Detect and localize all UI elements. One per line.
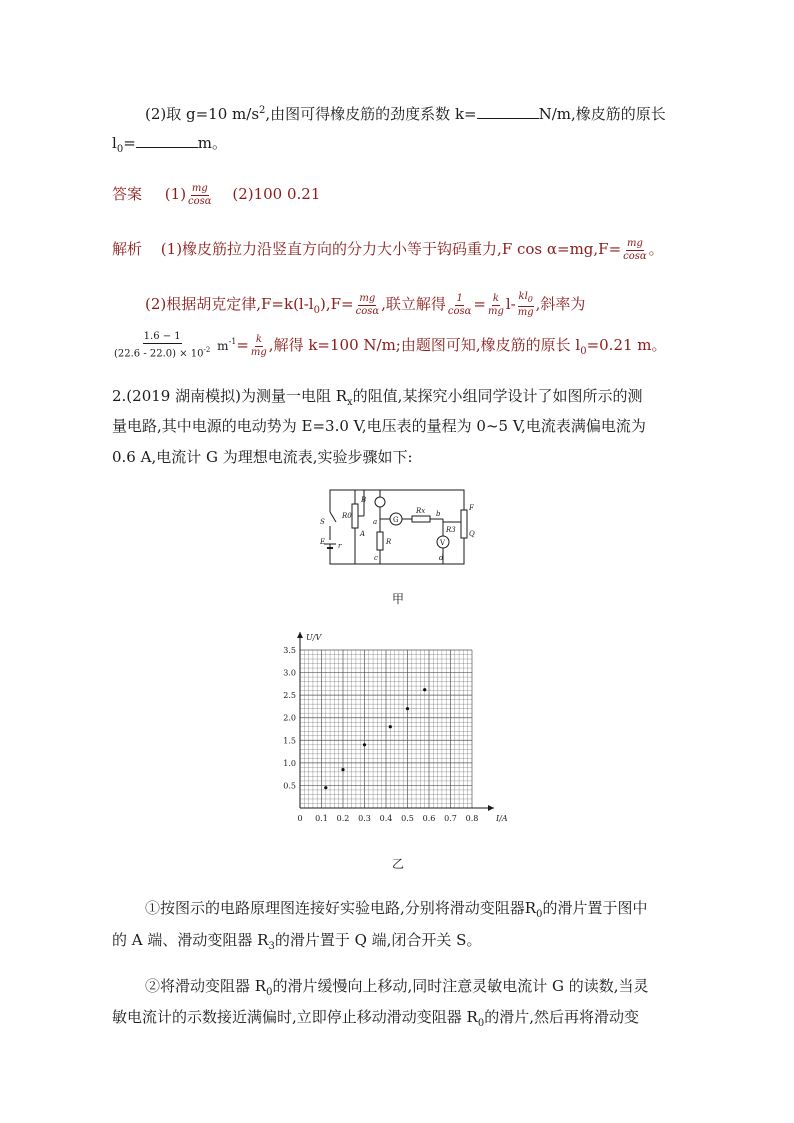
circuit-label: V xyxy=(440,539,446,547)
data-point xyxy=(341,768,344,771)
circuit-diagram xyxy=(318,482,486,574)
superscript: -1 xyxy=(228,337,237,346)
fraction-denominator: cosα xyxy=(623,250,647,262)
subscript: 0 xyxy=(527,295,533,304)
analysis-text: ,斜率为 xyxy=(535,295,586,313)
analysis-text: ,解得 k=100 N/m;由题图可知,橡皮筋的原长 l xyxy=(268,336,581,354)
question-2-line-2 xyxy=(112,133,227,160)
subscript: 0 xyxy=(313,305,320,316)
circuit-label: A xyxy=(360,530,366,538)
subscript: 0 xyxy=(580,346,587,357)
step-1-line-2 xyxy=(112,930,481,957)
analysis-label: 解析 xyxy=(112,240,143,258)
y-tick-label: 1.0 xyxy=(283,758,296,768)
resistor-r xyxy=(377,532,383,550)
circuit-label: c xyxy=(374,554,378,562)
rheostat-r3 xyxy=(461,510,467,538)
answer-blank-k xyxy=(477,104,539,119)
chart-caption: 乙 xyxy=(392,857,405,871)
circuit-label: R3 xyxy=(446,526,456,534)
subscript: 0 xyxy=(266,987,273,998)
fraction-numerator: 1 xyxy=(456,292,463,304)
fraction-denominator: cosα xyxy=(355,305,380,317)
x-tick-label: 0.7 xyxy=(444,814,457,823)
fraction-k-mg xyxy=(487,293,505,318)
answer-label: 答案 xyxy=(112,185,143,203)
fraction-denominator: mg xyxy=(517,307,534,318)
fraction-numerator: mg xyxy=(191,182,208,194)
data-point xyxy=(363,743,366,746)
fraction-numerator: mg xyxy=(359,292,376,304)
x-tick-label: 0.6 xyxy=(422,814,436,823)
fraction-k-mg xyxy=(250,334,268,359)
fraction-1-cosa xyxy=(447,293,473,318)
x-tick-label: 0.4 xyxy=(379,814,393,823)
circuit-label: E xyxy=(320,538,326,546)
step-text: 的 A 端、滑动变阻器 R xyxy=(112,931,269,949)
fraction-numerator: kl xyxy=(518,291,528,302)
problem-text: 0.6 A,电流计 G 为理想电流表,实验步骤如下: xyxy=(112,448,413,466)
data-point xyxy=(324,786,327,789)
data-point xyxy=(406,707,409,710)
fraction-numerator: mg xyxy=(626,237,643,249)
circuit-wire xyxy=(330,490,464,512)
problem-text: 量电路,其中电源的电动势为 E=3.0 V,电压表的量程为 0~5 V,电流表满偏电流为 xyxy=(112,417,646,435)
circuit-label: b xyxy=(436,510,441,518)
data-point xyxy=(389,725,392,728)
circuit-label: S xyxy=(320,518,325,526)
superscript: 2 xyxy=(259,105,266,116)
x-axis-arrow xyxy=(488,805,494,811)
step-text: 的滑片,然后再将滑动变 xyxy=(484,1008,639,1026)
fraction-denominator: mg xyxy=(250,346,267,358)
step-1-line-1 xyxy=(145,898,647,925)
problem-2-line-2 xyxy=(112,416,646,436)
ammeter xyxy=(375,497,385,507)
question-2-line-1 xyxy=(145,101,666,124)
analysis-text: (1)橡皮筋拉力沿竖直方向的分力大小等于钩码重力,F cos α=mg,F= xyxy=(160,240,622,258)
step-text: 的滑片缓慢向上移动,同时注意灵敏电流计 G 的读数,当灵 xyxy=(272,977,649,995)
subscript: 0 xyxy=(116,144,124,155)
fraction-denominator: cosα xyxy=(188,195,212,207)
q2-text: (2)取 g=10 m/s xyxy=(145,105,260,123)
circuit-caption: 甲 xyxy=(392,592,405,606)
circuit-label: a xyxy=(373,518,378,526)
q2-text: m。 xyxy=(197,134,227,152)
q2-text: = xyxy=(123,134,136,152)
subscript: 3 xyxy=(268,941,275,952)
subscript: 0 xyxy=(536,909,543,920)
circuit-label: d xyxy=(439,554,444,562)
circuit-label: F xyxy=(469,504,474,512)
analysis-text: =0.21 m。 xyxy=(586,336,667,354)
y-tick-label: 3.5 xyxy=(283,646,296,655)
analysis-text: ),F= xyxy=(319,295,354,313)
analysis-line-1 xyxy=(112,235,664,263)
y-axis-label: U/V xyxy=(306,633,322,642)
circuit-label: R0 xyxy=(342,512,352,520)
fraction-numerator: 1.6 − 1 xyxy=(143,331,181,343)
fraction-denominator: mg xyxy=(487,305,504,317)
y-tick-label: 2.0 xyxy=(283,713,296,723)
fraction-denominator: (22.6 - 22.0) × 10 xyxy=(114,348,204,360)
step-text: 敏电流计的示数接近满偏时,立即停止移动滑动变阻器 R xyxy=(112,1008,478,1026)
superscript: -2 xyxy=(203,346,211,355)
rheostat-r0 xyxy=(352,504,358,528)
answer-blank-l0 xyxy=(136,133,198,148)
step-text: 的滑片置于 Q 端,闭合开关 S。 xyxy=(274,931,482,949)
step-2-line-1 xyxy=(145,976,649,1003)
y-tick-label: 0.5 xyxy=(283,781,296,791)
resistor-rx xyxy=(412,516,430,522)
fraction-denominator: cosα xyxy=(447,305,472,317)
x-axis-label: I/A xyxy=(496,814,508,823)
analysis-text: l- xyxy=(505,295,516,313)
analysis-text: = xyxy=(236,336,249,354)
unit-text: m xyxy=(217,339,229,353)
subscript: x xyxy=(347,397,353,408)
answer-line xyxy=(112,180,320,208)
switch-lever xyxy=(330,512,336,522)
analysis-line-3 xyxy=(112,326,667,368)
q2-text: l xyxy=(112,134,117,152)
fraction-mg-cosa xyxy=(622,238,648,263)
analysis-text: ,联立解得 xyxy=(381,295,446,313)
x-tick-label: 0.8 xyxy=(465,814,479,823)
y-tick-label: 3.0 xyxy=(283,668,296,678)
fraction-numerator: k xyxy=(492,292,499,304)
x-tick-label: 0.3 xyxy=(358,814,371,823)
answer-part: (2)100 0.21 xyxy=(232,185,321,203)
step-text: ①按图示的电路原理图连接好实验电路,分别将滑动变阻器R xyxy=(145,899,537,917)
circuit-label: R xyxy=(386,538,392,546)
x-tick-label: 0.2 xyxy=(336,814,350,823)
q2-text: N/m,橡皮筋的原长 xyxy=(538,105,666,123)
u-i-chart xyxy=(280,628,520,830)
y-tick-label: 1.5 xyxy=(283,736,296,746)
y-tick-label: 2.5 xyxy=(283,691,296,701)
fraction-mg-cosa xyxy=(187,183,213,208)
problem-2-line-3 xyxy=(112,447,413,467)
subscript: 0 xyxy=(477,1018,485,1029)
data-point xyxy=(423,688,426,691)
analysis-text: (2)根据胡克定律,F=k(l-l xyxy=(145,295,314,313)
problem-2-line-1 xyxy=(112,386,642,413)
x-tick-label: 0 xyxy=(297,814,303,823)
circuit-label: r xyxy=(338,542,342,550)
analysis-line-2 xyxy=(145,290,585,325)
fraction-slope xyxy=(113,331,211,360)
q2-text: ,由图可得橡皮筋的劲度系数 k= xyxy=(265,105,477,123)
circuit-label: Rx xyxy=(416,507,426,515)
problem-text: 2.(2019 湖南模拟)为测量一电阻 R xyxy=(112,387,348,405)
step-text: 的滑片置于图中 xyxy=(542,899,648,917)
analysis-text: 。 xyxy=(648,240,664,258)
x-tick-label: 0.1 xyxy=(315,814,328,823)
problem-text: 的阻值,某探究小组同学设计了如图所示的测 xyxy=(352,387,643,405)
fraction-mg-cosa xyxy=(355,293,381,318)
circuit-label: B xyxy=(361,496,367,504)
circuit-label: Q xyxy=(469,530,475,538)
answer-part: (1) xyxy=(164,185,187,203)
y-axis-arrow xyxy=(297,632,303,638)
fraction-numerator: k xyxy=(255,333,262,345)
step-2-line-2 xyxy=(112,1007,639,1034)
circuit-label: G xyxy=(393,516,399,524)
x-tick-label: 0.5 xyxy=(401,814,414,823)
analysis-text: = xyxy=(473,295,486,313)
fraction-kl0-mg xyxy=(517,291,535,319)
step-text: ②将滑动变阻器 R xyxy=(145,977,267,995)
